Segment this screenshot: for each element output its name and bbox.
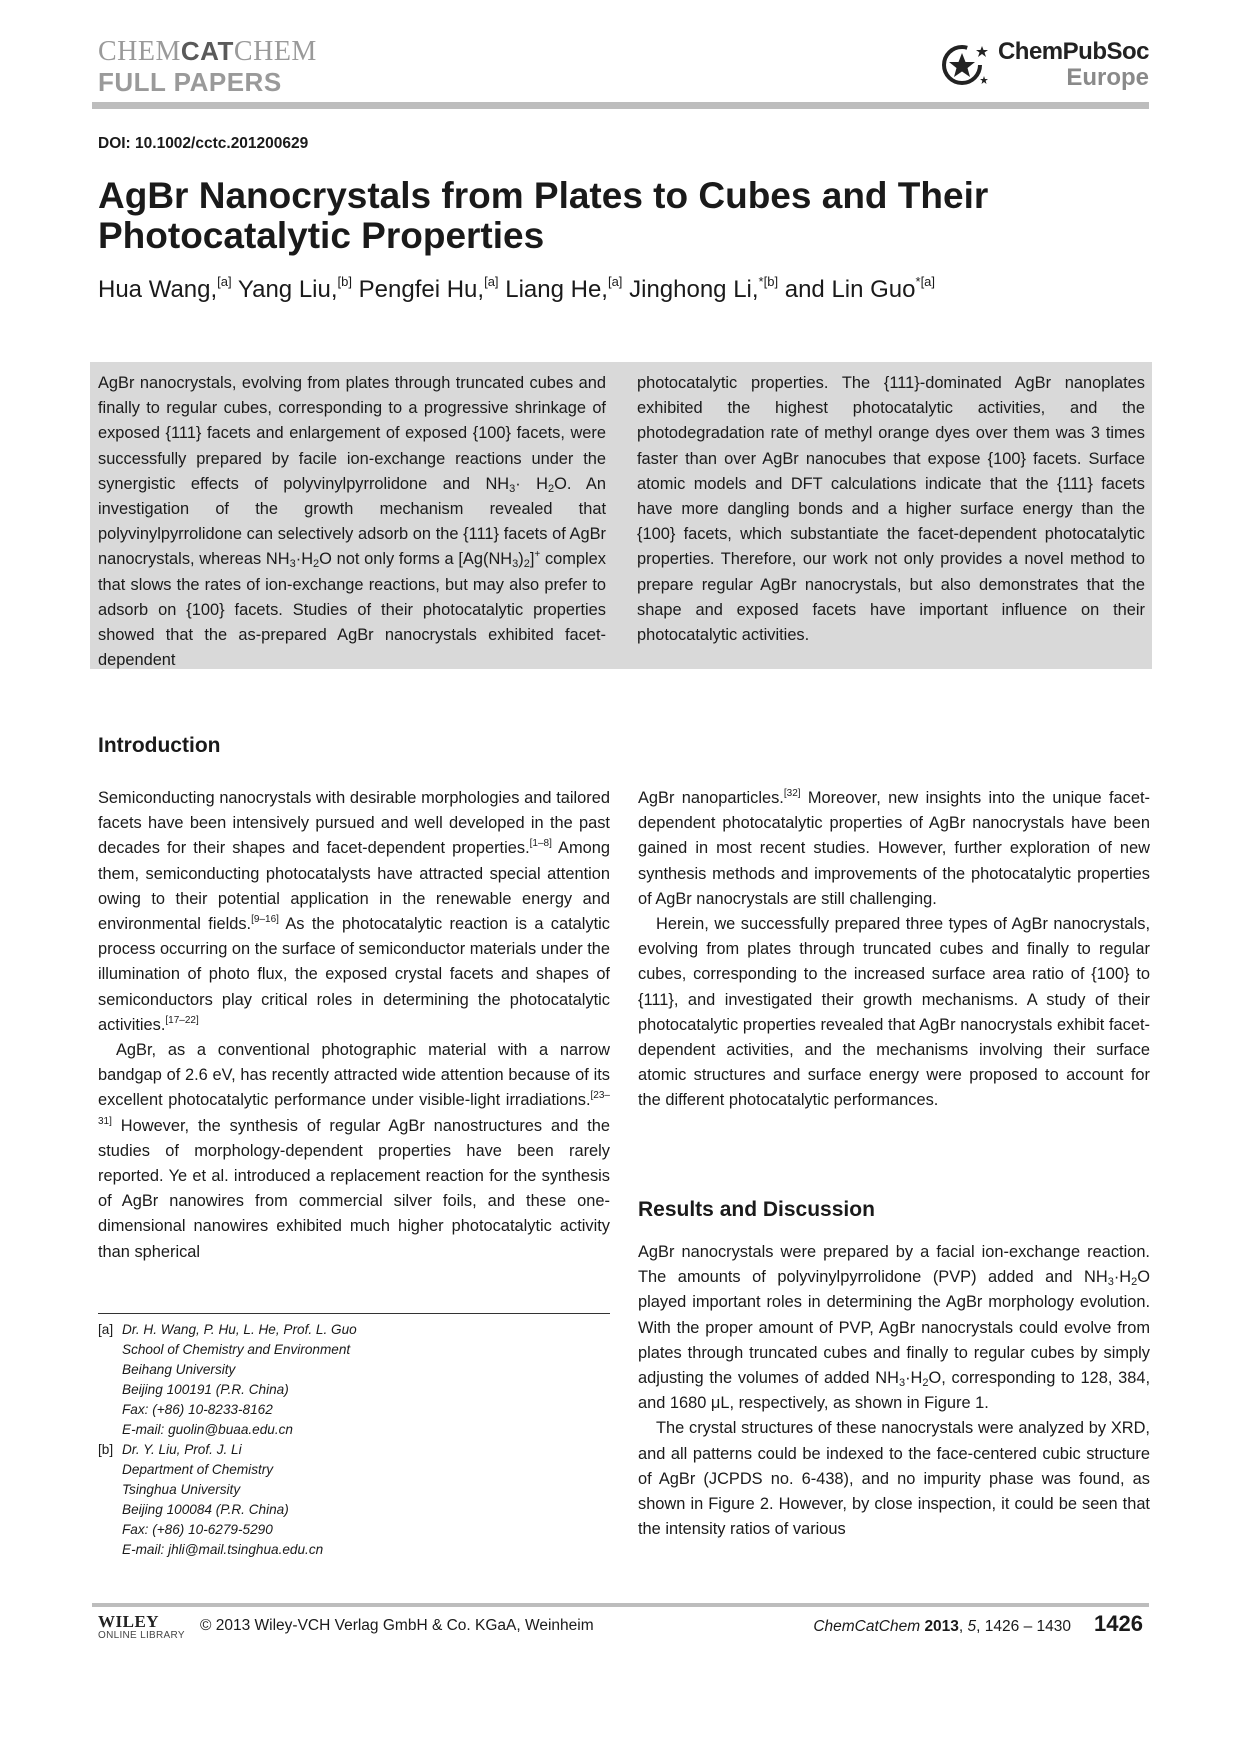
author: Hua Wang, bbox=[98, 276, 218, 303]
abstract-box bbox=[90, 362, 1152, 669]
doi: DOI: 10.1002/cctc.201200629 bbox=[98, 135, 309, 152]
paragraph: AgBr nanoparticles.[32] Moreover, new insights into the unique facet-dependent photocatalytic properties of AgBr nanocrystals have been gained in most recent studies. However, further exploration of new synthesis methods and improvements of the photocatalytic properties of AgBr nanocrystals are still challenging. bbox=[638, 788, 1151, 908]
body-column-left bbox=[98, 786, 610, 1265]
citation[interactable]: [9–16] bbox=[251, 914, 279, 926]
citation[interactable]: [23–31] bbox=[98, 1090, 610, 1127]
publisher-name: ChemPubSoc bbox=[997, 38, 1149, 65]
email-link[interactable]: E-mail: jhli@mail.tsinghua.edu.cn bbox=[122, 1542, 324, 1557]
citation[interactable]: [17–22] bbox=[165, 1014, 199, 1026]
abstract-column-left: AgBr nanocrystals, evolving from plates through truncated cubes and finally to regular cubes, corresponding to a progressive shrinkage of exposed {111} facets and enlargement of exposed {100} facets, were successfully prepared by facile ion-exchange reactions under the synergistic effects of polyvinylpyrrolidone and $NH_3\cdot H_2O$. An investigation of the growth mechanism revealed that polyvinylpyrrolidone can selectively adsorb on the {111} facets of AgBr nanocrystals, whereas $NH_3\cdot H_2O$ not only forms a $[Ag(NH_3)_2]^+$ complex that slows the rates of ion-exchange reactions, but may also prefer to adsorb on {100} facets. Studies of their photocatalytic properties showed that the as-prepared AgBr nanocrystals exhibited facet-dependent bbox=[98, 374, 606, 670]
introduction-heading: Introduction bbox=[98, 734, 221, 757]
body-column-right bbox=[638, 786, 1150, 1114]
author: Pengfei Hu, bbox=[358, 276, 485, 303]
author: and Lin Guo bbox=[784, 276, 916, 303]
publisher-logo bbox=[938, 38, 1149, 92]
author: Liang He, bbox=[505, 276, 608, 303]
paragraph: AgBr, as a conventional photographic material with a narrow bandgap of 2.6 eV, has recently attracted wide attention because of its excellent photocatalytic performance under visible-light irradiations.[23–31] However, the synthesis of regular AgBr nanostructures and the studies of morphology-dependent properties have been rarely reported. Ye et al. introduced a replacement reaction for the synthesis of AgBr nanowires from commercial silver foils, and these one-dimensional nanowires exhibited much higher photocatalytic activity than spherical bbox=[98, 1041, 610, 1261]
journal-citation: ChemCatChem 2013, 5, 1426 – 1430 bbox=[813, 1618, 1071, 1635]
wiley-logo: WILEY ONLINE LIBRARY bbox=[98, 1612, 185, 1641]
footnote-divider bbox=[98, 1313, 610, 1314]
author-list: Hua Wang,[a] Yang Liu,[b] Pengfei Hu,[a] Liang He,[a] Jinghong Li,$^{*[b]}$ and Lin Guo$^{*[a]}$ bbox=[98, 274, 936, 303]
journal-header bbox=[98, 36, 317, 97]
footer-divider bbox=[92, 1603, 1149, 1607]
journal-name: CHEMCATCHEM bbox=[98, 36, 317, 67]
citation[interactable]: [32] bbox=[783, 788, 801, 799]
citation[interactable]: [1–8] bbox=[529, 838, 552, 850]
email-link[interactable]: E-mail: guolin@buaa.edu.cn bbox=[122, 1422, 293, 1437]
page-number: 1426 bbox=[1094, 1611, 1143, 1636]
results-heading: Results and Discussion bbox=[638, 1198, 875, 1221]
results-column bbox=[638, 1240, 1150, 1542]
star-circle-icon bbox=[938, 38, 992, 92]
paragraph: The crystal structures of these nanocrystals were analyzed by XRD, and all patterns could be indexed to the face-centered cubic structure of AgBr (JCPDS no. 6-438), and no impurity phase was found, as shown in Figure 2. However, by close inspection, it could be seen that the intensity ratios of various bbox=[638, 1419, 1150, 1539]
author: Jinghong Li, bbox=[629, 276, 759, 303]
publisher-region: Europe bbox=[1066, 64, 1149, 91]
section-label: FULL PAPERS bbox=[98, 67, 282, 97]
author: Yang Liu, bbox=[237, 276, 338, 303]
article-title: AgBr Nanocrystals from Plates to Cubes and Their Photocatalytic Properties bbox=[98, 175, 989, 256]
copyright: © 2013 Wiley-VCH Verlag GmbH & Co. KGaA, Weinheim bbox=[200, 1617, 594, 1634]
header-divider bbox=[92, 102, 1149, 109]
abstract-column-right: photocatalytic properties. The {111}-dominated AgBr nanoplates exhibited the highest photocatalytic activities, and the photodegradation rate of methyl orange dyes over them was 3 times faster than over AgBr nanocubes that expose {100} facets. Surface atomic models and DFT calculations indicate that the {111} facets have more dangling bonds and a higher surface energy than the {100} facets, which substantiate the facet-dependent photocatalytic properties. Therefore, our work not only provides a novel method to prepare regular AgBr nanocrystals, but also demonstrates that the shape and exposed facets have important influence on their photocatalytic activities. bbox=[637, 374, 1145, 645]
paragraph: Semiconducting nanocrystals with desirable morphologies and tailored facets have been intensively pursued and well developed in the past decades for their shapes and facet-dependent properties.[1–8] Among them, semiconducting photocatalysts have attracted special attention owing to their potential application in the renewable energy and environmental fields.[9–16] As the photocatalytic reaction is a catalytic process occurring on the surface of semiconductor materials under the illumination of photo flux, the exposed crystal facets and shapes of semiconductors play critical roles in determining the photocatalytic activities.[17–22] bbox=[98, 789, 611, 1034]
paragraph: Herein, we successfully prepared three types of AgBr nanocrystals, evolving from plates through truncated cubes and finally to regular cubes, corresponding to the increased surface area ratio of {100} to {111}, and investigated their growth mechanisms. A study of their photocatalytic properties revealed that AgBr nanocrystals exhibit facet-dependent activities, and the mechanisms involving their surface atomic structures and surface energy were proposed to account for the different photocatalytic performances. bbox=[638, 915, 1150, 1110]
paragraph: AgBr nanocrystals were prepared by a facial ion-exchange reaction. The amounts of polyvinylpyrrolidone (PVP) added and $NH_3\cdot H_2O$ played important roles in determining the AgBr morphology evolution. With the proper amount of PVP, AgBr nanocrystals could evolve from plates through truncated cubes and finally to regular cubes by simply adjusting the volumes of added $NH_3\cdot H_2O$, corresponding to 128, 384, and 1680 μL, respectively, as shown in Figure 1. bbox=[638, 1243, 1150, 1413]
